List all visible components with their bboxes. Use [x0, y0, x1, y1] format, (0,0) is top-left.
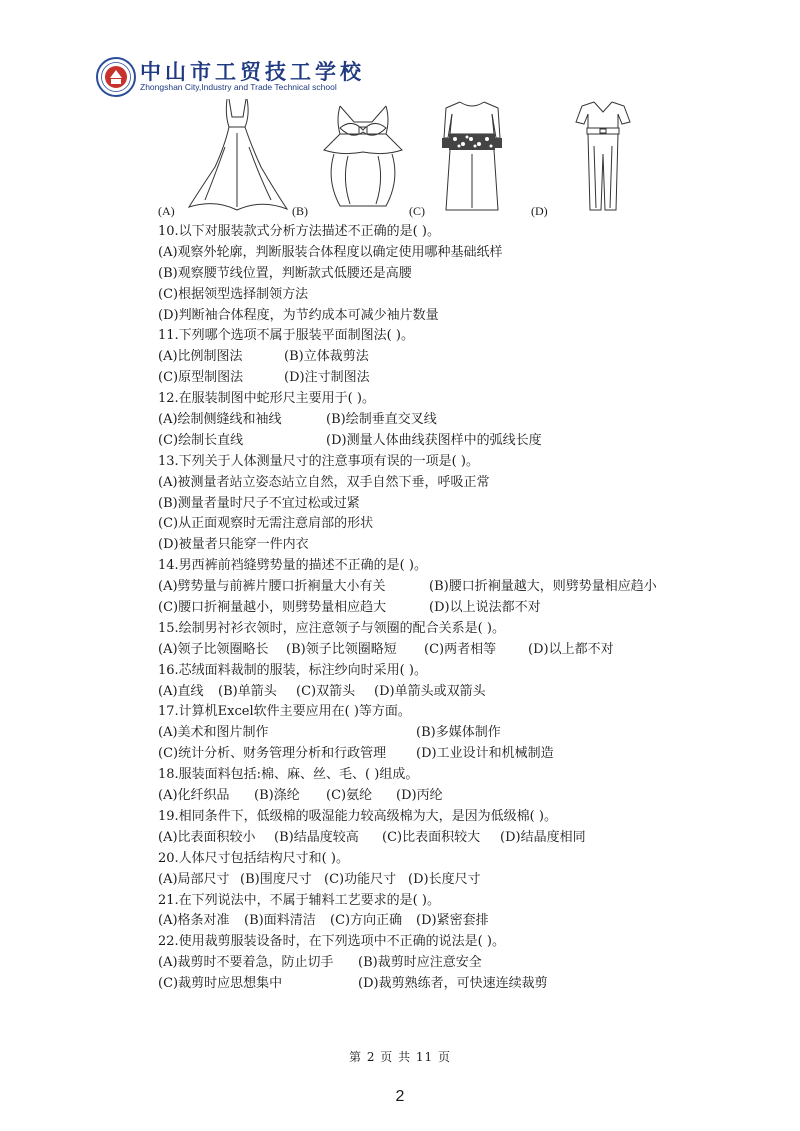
option-text: (D)以上说法都不对	[429, 600, 541, 616]
question-list	[158, 222, 718, 995]
option-text: (A)裁剪时不要着急，防止切手	[158, 955, 334, 971]
option-row	[158, 828, 718, 849]
option-row	[158, 974, 718, 995]
question-stem: 14.男西裤前裆缝劈势量的描述不正确的是( )。	[158, 558, 427, 574]
figure-label-d: (D)	[531, 204, 548, 218]
page-indicator: 第 2 页 共 11 页	[349, 1050, 451, 1064]
option-text: (B)腰口折裥量越大，则劈势量相应趋小	[429, 579, 657, 595]
option-text: (C)方向正确	[330, 913, 403, 929]
option-text: (B)涤纶	[254, 788, 300, 804]
option-text: (A)领子比领圈略长	[158, 641, 269, 657]
question-stem: 17.计算机Excel软件主要应用在( )等方面。	[158, 704, 411, 720]
question-stem: 21.在下列说法中，不属于辅料工艺要求的是( )。	[158, 892, 440, 908]
option-text: (D)裁剪熟练者，可快速连续裁剪	[358, 976, 548, 992]
option-text: (C)腰口折裥量越小，则劈势量相应趋大	[158, 600, 387, 616]
option-text: (C)氨纶	[326, 788, 373, 804]
option-row	[158, 911, 718, 932]
option-text: (C)功能尺寸	[324, 871, 397, 887]
question-stem: 12.在服装制图中蛇形尺主要用于( )。	[158, 391, 375, 407]
option-text: (A)比表面积较小	[158, 829, 256, 845]
option-text: (B)结晶度较高	[274, 829, 359, 845]
option-text: (B)立体裁剪法	[284, 349, 369, 365]
question-stem: 16.芯绒面料裁制的服装，标注纱向时采用( )。	[158, 662, 427, 678]
gown-illustration	[185, 95, 290, 215]
option-row	[158, 723, 718, 744]
option-text: (D)单箭头或双箭头	[374, 683, 486, 699]
option-text: (D)紧密套排	[416, 913, 489, 929]
question-stem: 20.人体尺寸包括结构尺寸和( )。	[158, 850, 349, 866]
option-text: (B)围度尺寸	[240, 871, 312, 887]
option-row	[158, 953, 718, 974]
option-text: (D)判断袖合体程度，为节约成本可减少袖片数量	[158, 307, 439, 323]
question-stem: 13.下列关于人体测量尺寸的注意事项有误的一项是( )。	[158, 453, 479, 469]
option-row	[158, 577, 718, 598]
bow-dress-illustration	[318, 100, 408, 212]
option-row	[158, 744, 718, 765]
lace-dress-illustration	[432, 98, 512, 214]
figure-label-a: (A)	[158, 204, 175, 218]
school-logo-icon	[96, 57, 136, 97]
option-row	[158, 682, 718, 703]
option-text: (A)直线	[158, 683, 204, 699]
option-text: (B)面料清洁	[244, 913, 316, 929]
school-name-cn: 中山市工贸技工学校	[140, 60, 365, 84]
option-text: (C)统计分析、财务管理分析和行政管理	[158, 746, 387, 762]
option-text: (A)观察外轮廓，判断服装合体程度以确定使用哪种基础纸样	[158, 244, 503, 260]
option-text: (B)测量者量时尺子不宜过松或过紧	[158, 495, 360, 511]
option-text: (A)比例制图法	[158, 349, 243, 365]
option-row	[158, 410, 718, 431]
option-text: (C)从正面观察时无需注意肩部的形状	[158, 516, 374, 532]
option-text: (A)被测量者站立姿态站立自然，双手自然下垂，呼吸正常	[158, 474, 490, 490]
option-text: (D)以上都不对	[528, 641, 614, 657]
jumpsuit-illustration	[568, 96, 638, 216]
figure-label-b: (B)	[292, 204, 308, 218]
option-text: (B)裁剪时应注意安全	[358, 955, 482, 971]
option-text: (A)化纤织品	[158, 788, 230, 804]
option-text: (B)多媒体制作	[416, 725, 501, 741]
question-stem: 19.相同条件下，低级棉的吸湿能力较高级棉为大，是因为低级棉( )。	[158, 808, 557, 824]
option-text: (B)绘制垂直交叉线	[326, 412, 437, 428]
option-row	[158, 368, 718, 389]
school-name-en: Zhongshan City,Industry and Trade Technical school	[140, 82, 337, 92]
option-row	[158, 640, 718, 661]
option-row	[158, 347, 718, 368]
option-text: (B)观察腰节线位置，判断款式低腰还是高腰	[158, 265, 412, 281]
option-row	[158, 786, 718, 807]
page-number: 2	[395, 1088, 405, 1105]
option-text: (C)绘制长直线	[158, 432, 244, 448]
option-text: (D)被量者只能穿一件内衣	[158, 537, 309, 553]
option-row	[158, 431, 718, 452]
option-text: (A)劈势量与前裤片腰口折裥量大小有关	[158, 579, 386, 595]
option-text: (C)比表面积较大	[382, 829, 481, 845]
option-text: (A)美术和图片制作	[158, 725, 269, 741]
question-stem: 10.以下对服装款式分析方法描述不正确的是( )。	[158, 224, 440, 239]
option-text: (D)注寸制图法	[284, 370, 370, 386]
option-text: (D)结晶度相同	[500, 829, 586, 845]
option-row	[158, 870, 718, 891]
figure-label-c: (C)	[409, 204, 425, 218]
option-text: (C)根据领型选择制领方法	[158, 286, 309, 302]
question-stem: 15.绘制男衬衫衣领时，应注意领子与领圈的配合关系是( )。	[158, 620, 505, 636]
option-text: (C)两者相等	[424, 641, 497, 657]
option-text: (C)裁剪时应思想集中	[158, 976, 283, 992]
option-text: (C)原型制图法	[158, 370, 244, 386]
question-stem: 22.使用裁剪服装设备时，在下列选项中不正确的说法是( )。	[158, 934, 505, 950]
option-row	[158, 598, 718, 619]
option-text: (B)领子比领圈略短	[286, 641, 397, 657]
option-text: (D)丙纶	[396, 788, 443, 804]
option-text: (B)单箭头	[218, 683, 277, 699]
option-text: (D)测量人体曲线获图样中的弧线长度	[326, 432, 542, 448]
option-text: (D)长度尺寸	[408, 871, 481, 887]
question-stem: 11.下列哪个选项不属于服装平面制图法( )。	[158, 328, 414, 344]
question-stem: 18.服装面料包括:棉、麻、丝、毛、( )组成。	[158, 767, 419, 783]
option-text: (A)绘制侧缝线和袖线	[158, 412, 282, 428]
option-text: (A)局部尺寸	[158, 871, 230, 887]
option-text: (A)格条对准	[158, 913, 230, 929]
option-text: (D)工业设计和机械制造	[416, 746, 554, 762]
option-text: (C)双箭头	[296, 683, 356, 699]
